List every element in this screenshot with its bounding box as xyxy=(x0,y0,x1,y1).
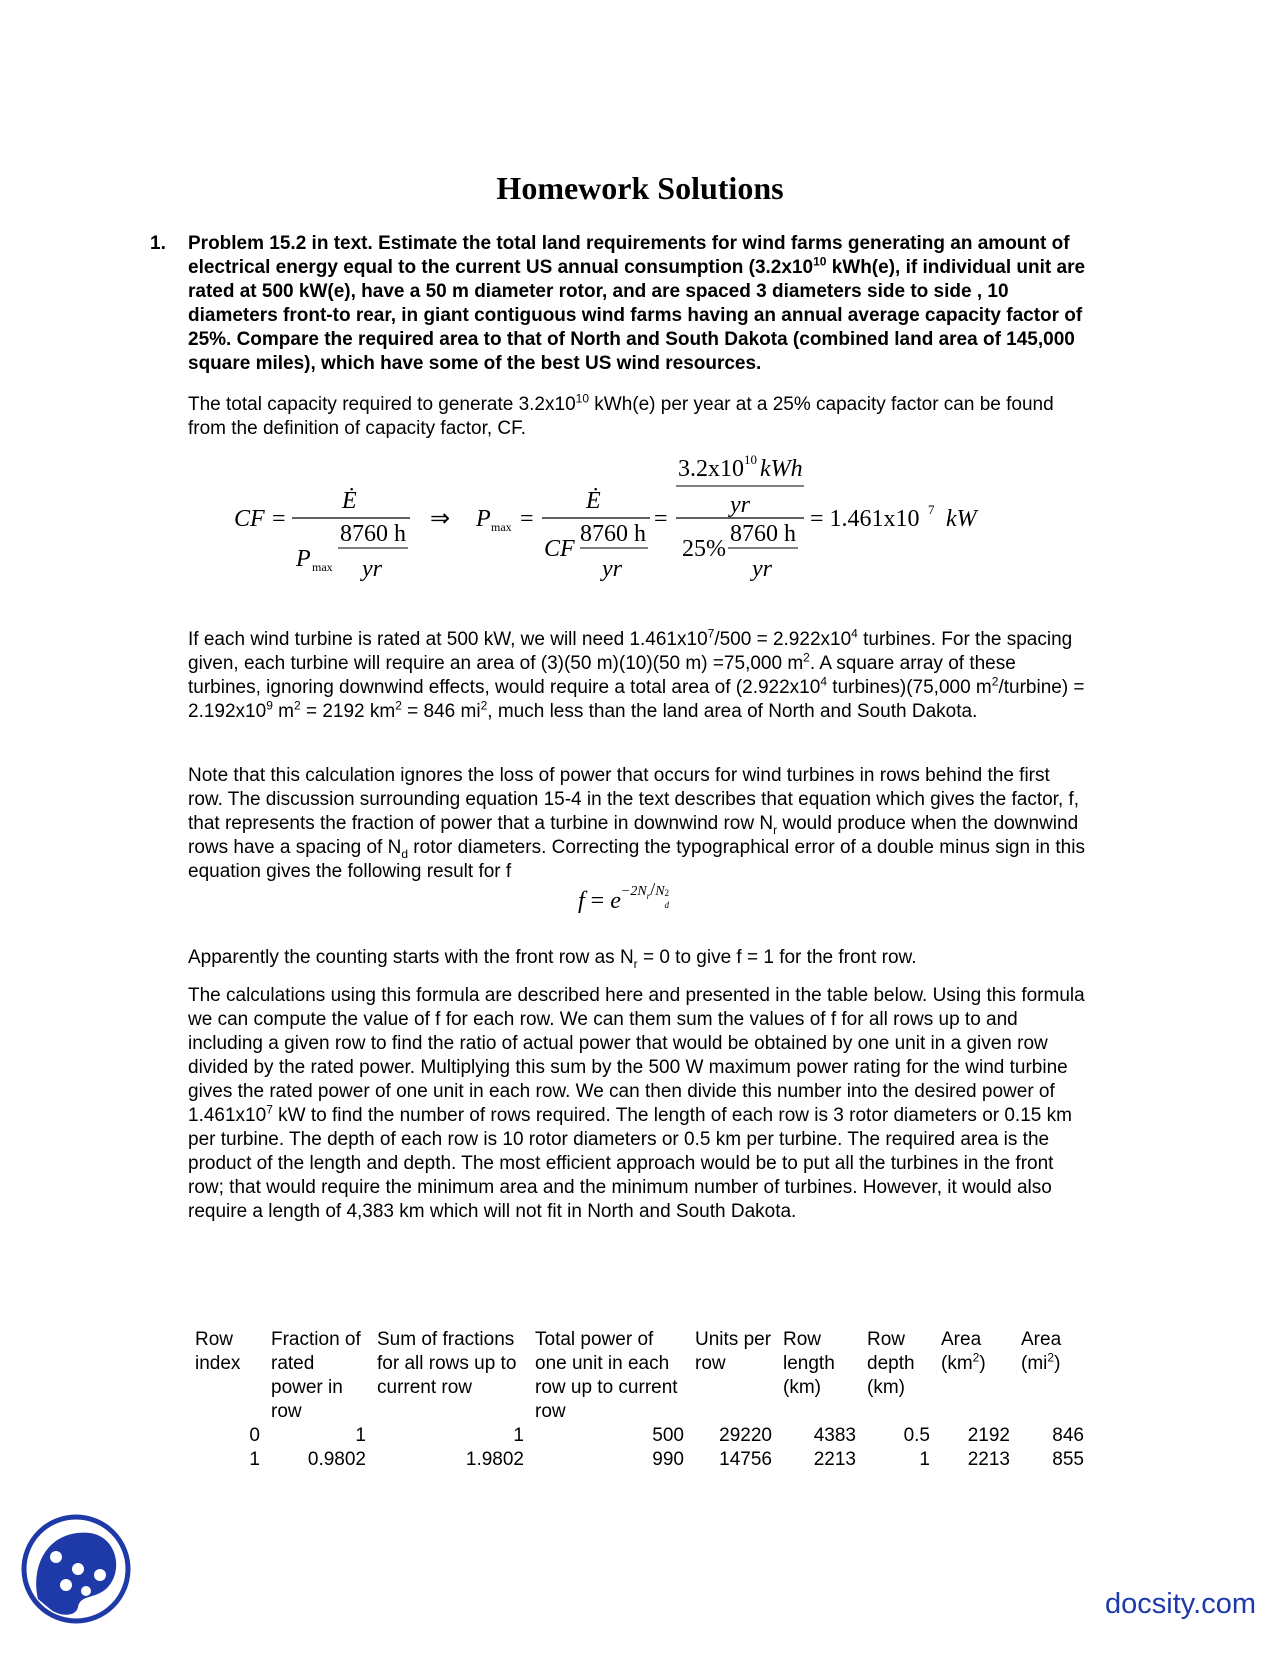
eq-max-sub-2: max xyxy=(491,520,512,534)
eq-equals-2: = xyxy=(520,506,534,532)
eq-edot-2: Ė xyxy=(586,488,601,514)
eq-yr-2: yr xyxy=(602,556,622,582)
paragraph-counting: Apparently the counting starts with the front row as $N_r = 0$ to give f = 1 for the front row. xyxy=(188,947,917,971)
factor-equation xyxy=(578,879,778,924)
col-total-power: Total power of one unit in each row up to current row xyxy=(535,1329,678,1422)
eq-energy-sup: 10 xyxy=(744,452,757,467)
table-header-row xyxy=(190,1328,1090,1424)
eq2-e: e xyxy=(610,888,621,914)
eq-cf-2: CF xyxy=(544,536,575,562)
col-row-index: Row index xyxy=(195,1329,241,1374)
table-cell: 1 xyxy=(513,1425,524,1446)
eq-8760h-3: 8760 h xyxy=(730,521,796,547)
eq-yr-3: yr xyxy=(730,492,750,518)
paragraph-capacity: The total capacity required to generate $3.2x10^{10}$ kWh(e) per year at a 25% capacity factor can be found from the definition of capacity factor, CF. xyxy=(188,391,1054,439)
table-cell: 500 xyxy=(652,1425,684,1446)
col-row-depth: Row depth (km) xyxy=(867,1329,915,1398)
problem-text: Problem 15.2 in text. Estimate the total land requirements for wind farms generating an amount of electrical energy equal to the current US annual consumption ($3.2x10^{10}$ kWh(e), if individual unit are rated at 500 kW(e), have a 50 m diameter rotor, and are spaced 3 diameters side to side , 10 diameters front-to rear, in giant contiguous wind farms having an annual average capacity factor of 25%. Compare the required area to that of North and South Dakota (combined land area of 145,000 square miles), which have some of the best US wind resources. xyxy=(188,233,1086,374)
paragraph-turbines: If each wind turbine is rated at 500 kW, we will need $1.461x10^7/500 = 2.922x10^4$ turbines. For the spacing given, each turbine will require an area of (3)(50 m)(10)(50 m) =75,000 $m^2$. A square array of these turbines, ignoring downwind effects, would require a total area of ($2.922x10^4$ turbines)(75,000 $m^2/turbine) = 2.192x10^9$ $m^2 = 2192$ $km^2 = 846$ $mi^2$, much less than the land area of North and South Dakota. xyxy=(188,626,1085,722)
eq-yr: yr xyxy=(362,556,382,582)
eq-yr-4: yr xyxy=(752,556,772,582)
table-row xyxy=(190,1424,1090,1448)
table-cell: 0 xyxy=(249,1425,260,1446)
eq2-exponent: −2Nr/N 2 d xyxy=(620,879,670,910)
rows-table xyxy=(190,1328,1090,1472)
problem-statement xyxy=(150,232,1090,376)
table-cell: 990 xyxy=(652,1449,684,1470)
table-cell: 4383 xyxy=(813,1425,856,1446)
eq-max-sub: max xyxy=(312,560,333,574)
eq-edot: Ė xyxy=(342,488,357,514)
col-area-km: Area $(km^2)$ xyxy=(941,1329,986,1374)
table-cell: 846 xyxy=(1052,1425,1084,1446)
capacity-equation xyxy=(230,450,1030,590)
col-row-length: Row length (km) xyxy=(783,1329,835,1398)
eq-result: = 1.461x10 xyxy=(810,506,920,532)
table-cell: 14756 xyxy=(719,1449,772,1470)
eq-cf-label: CF xyxy=(234,506,265,532)
table-cell: 0.5 xyxy=(903,1425,930,1446)
eq-8760h: 8760 h xyxy=(340,521,406,547)
eq-implies: ⇒ xyxy=(430,506,451,532)
table-cell: 2192 xyxy=(967,1425,1010,1446)
paragraph-note: Note that this calculation ignores the loss of power that occurs for wind turbines in rows behind the first row. The discussion surrounding equation 15-4 in the text describes that equation which gives the factor, f, that represents the fraction of power that a turbine in downwind row $N_r$ would produce when the downwind rows have a spacing of $N_d$ rotor diameters. Correcting the typographical error of a double minus sign in this equation gives the following result for f xyxy=(188,765,1085,882)
table-row xyxy=(190,1448,1090,1472)
eq2-f: f xyxy=(578,888,585,914)
eq-energy-num: 3.2x10 xyxy=(678,456,744,482)
problem-number: 1. xyxy=(150,233,166,254)
eq-kwh: kWh xyxy=(760,456,803,482)
docsity-watermark-link[interactable]: docsity.com xyxy=(1105,1588,1256,1620)
paragraph-calculations: The calculations using this formula are described here and presented in the table below. Using this formula we can compute the value of f for each row. We can them sum the values of f for all rows up to and including a given row to find the ratio of actual power that would be obtained by one unit in a given row divided by the rated power. Multiplying this sum by the 500 W maximum power rating for the wind turbine gives the rated power of one unit in each row. We can then divide this number into the desired power of $1.461x10^7$ kW to find the number of rows required. The length of each row is 3 rotor diameters or 0.15 km per turbine. The depth of each row is 10 rotor diameters or 0.5 km per turbine. The required area is the product of the length and depth. The most efficient approach would be to put all the turbines in the front row; that would require the minimum area and the minimum number of turbines. However, it would also require a length of 4,383 km which will not fit in North and South Dakota. xyxy=(188,985,1085,1222)
eq-kw: kW xyxy=(946,506,977,532)
eq-8760h-2: 8760 h xyxy=(580,521,646,547)
eq-pmax-2: P xyxy=(476,506,491,532)
eq-pmax: P xyxy=(296,546,311,572)
table-cell: 2213 xyxy=(813,1449,856,1470)
eq-equals-3: = xyxy=(654,506,668,532)
table-cell: 29220 xyxy=(719,1425,772,1446)
col-sum-fractions: Sum of fractions for all rows up to current row xyxy=(377,1329,517,1398)
eq-pct: 25% xyxy=(682,536,726,562)
eq-result-sup: 7 xyxy=(928,502,935,517)
table-cell: 1 xyxy=(355,1425,366,1446)
table-cell: 1 xyxy=(249,1449,260,1470)
col-units-per-row: Units per row xyxy=(695,1329,772,1374)
col-fraction: Fraction of rated power in row xyxy=(271,1329,361,1422)
page-title: Homework Solutions xyxy=(496,170,784,206)
table-cell: 1.9802 xyxy=(465,1449,524,1470)
table-cell: 1 xyxy=(919,1449,930,1470)
col-area-mi: Area $(mi^2)$ xyxy=(1021,1329,1062,1374)
eq2-equals: = xyxy=(590,888,605,914)
table-cell: 0.9802 xyxy=(307,1449,366,1470)
eq-equals: = xyxy=(272,506,286,532)
docsity-logo-icon[interactable] xyxy=(20,1513,132,1625)
table-cell: 2213 xyxy=(967,1449,1010,1470)
table-cell: 855 xyxy=(1052,1449,1084,1470)
